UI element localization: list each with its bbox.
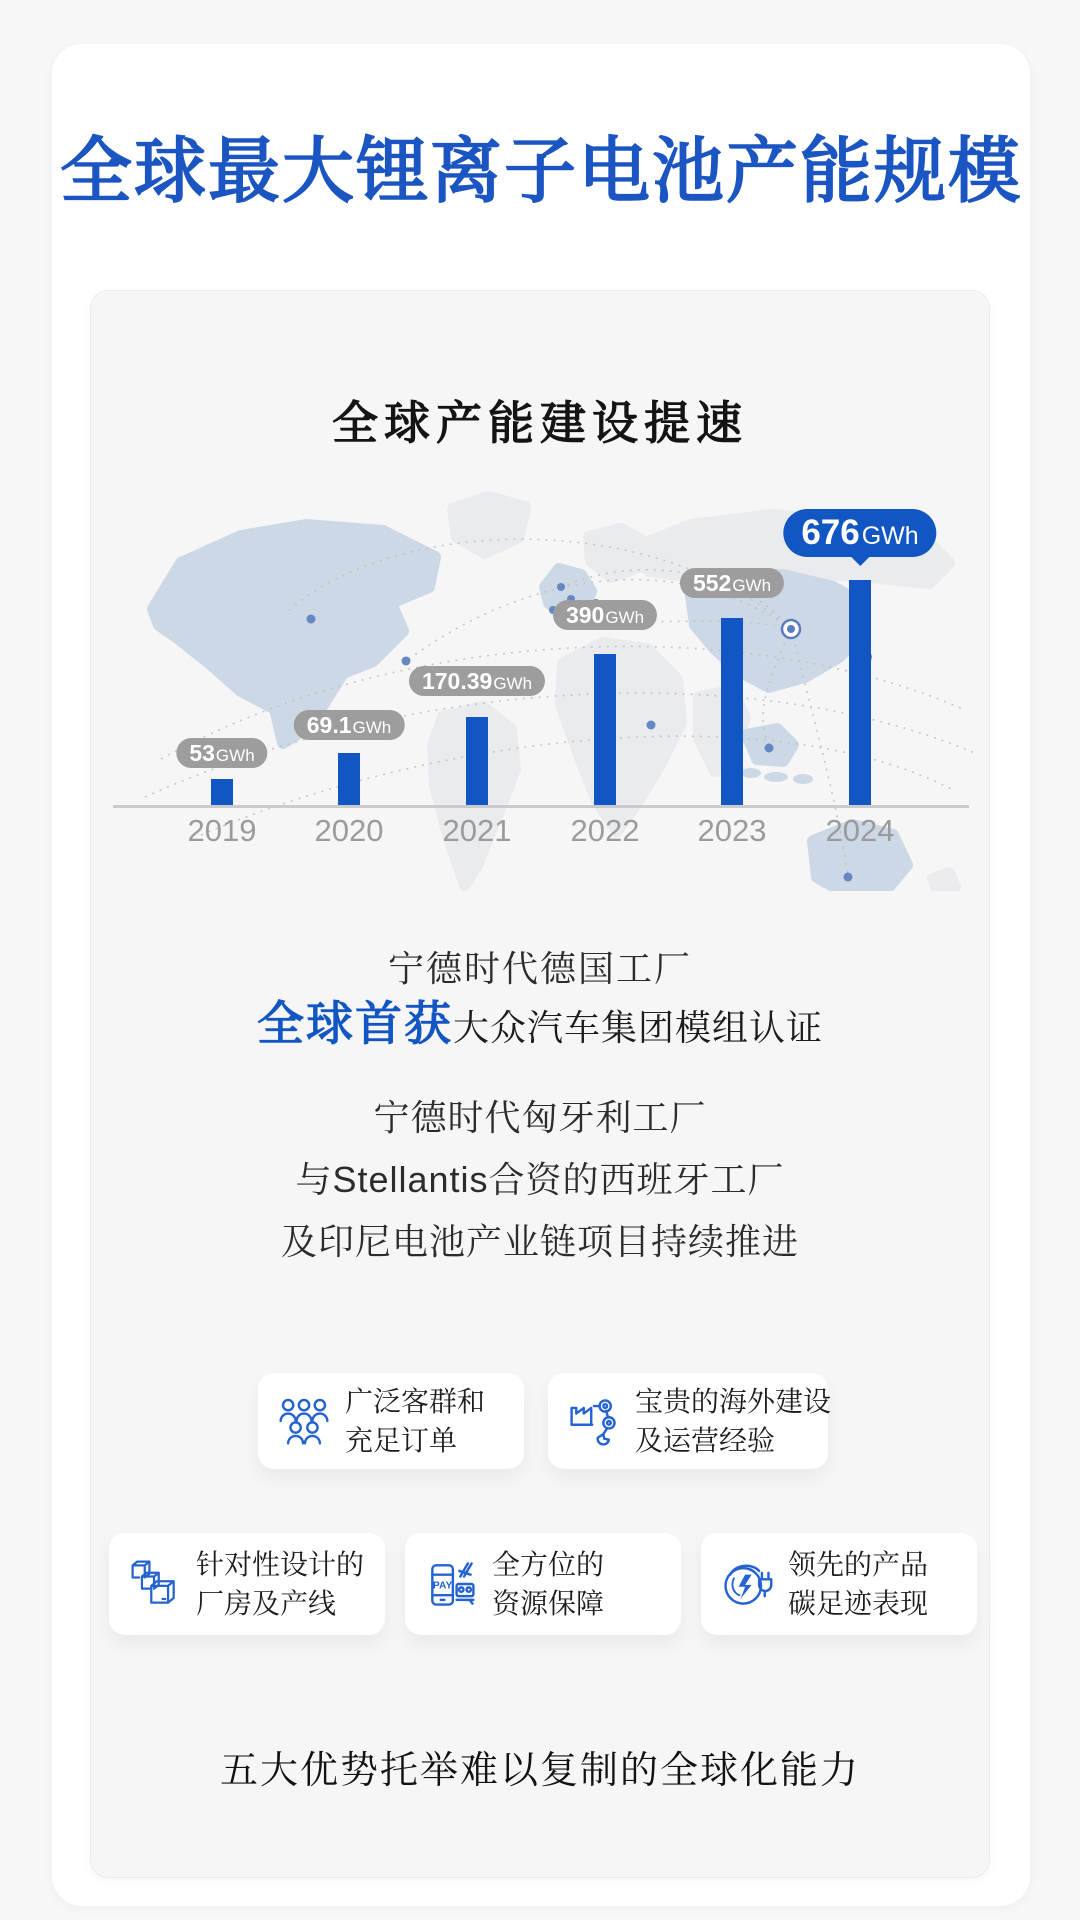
value-label-2022: 390GWh [553,600,657,630]
factory-robot-icon [566,1393,622,1449]
advantage-card-label: 广泛客群和 充足订单 [345,1386,486,1456]
summary-line: 五大优势托举难以复制的全球化能力 [219,1750,860,1792]
year-label-2022: 2022 [570,813,640,848]
bar-2022 [594,654,616,805]
value-label-2021: 170.39GWh [409,666,545,696]
capacity-chart [91,491,991,891]
year-label-2021: 2021 [442,813,512,848]
value-label-2023: 552GWh [680,568,784,598]
bar-2021 [466,717,488,805]
value-label-2020: 69.1GWh [294,710,405,740]
chart-title: 全球产能建设提速 [332,397,748,449]
expansion-line-indonesia: 及印尼电池产业链项目持续推进 [280,1221,799,1262]
bar-2019 [211,779,233,805]
page-title: 全球最大锂离子电池产能规模 [59,132,1022,212]
chart-axis [113,805,969,808]
content-card [52,44,1030,1906]
advantage-card-carbon [701,1533,977,1635]
certification-highlight: 全球首获 [256,997,453,1050]
crowd-icon [276,1393,332,1449]
payment-phone-icon [423,1556,479,1612]
svg-text:PAY: PAY [432,1580,453,1592]
value-label-2019: 53GWh [176,738,267,768]
carbon-footprint-icon [719,1556,775,1612]
expansion-lines [91,1087,989,1273]
advantage-card-overseas [548,1373,832,1469]
advantage-card-resources [405,1533,681,1635]
capacity-panel [90,290,990,1878]
value-label-2024: 676GWh [783,509,936,557]
germany-factory-line: 宁德时代德国工厂 [387,948,692,989]
bar-2024 [849,580,871,805]
expansion-line-spain: 与Stellantis合资的西班牙工厂 [295,1159,785,1200]
certification-rest: 大众汽车集团模组认证 [452,1007,823,1048]
year-label-2020: 2020 [314,813,384,848]
advantage-card-label: 领先的产品 碳足迹表现 [788,1549,929,1619]
expansion-line-hungary: 宁德时代匈牙利工厂 [373,1097,707,1138]
year-label-2019: 2019 [187,813,257,848]
certification-line [91,989,989,1059]
advantage-card-plants [109,1533,385,1635]
bar-2023 [721,618,743,805]
advantage-card-label: 全方位的 资源保障 [492,1549,605,1619]
advantage-card-customers [258,1373,524,1469]
bar-2020 [338,753,360,805]
advantage-card-label: 针对性设计的 厂房及产线 [196,1549,365,1619]
year-label-2023: 2023 [697,813,767,848]
cargo-boxes-icon [127,1556,183,1612]
advantage-card-label: 宝贵的海外建设 及运营经验 [635,1386,832,1456]
year-label-2024: 2024 [825,813,895,848]
